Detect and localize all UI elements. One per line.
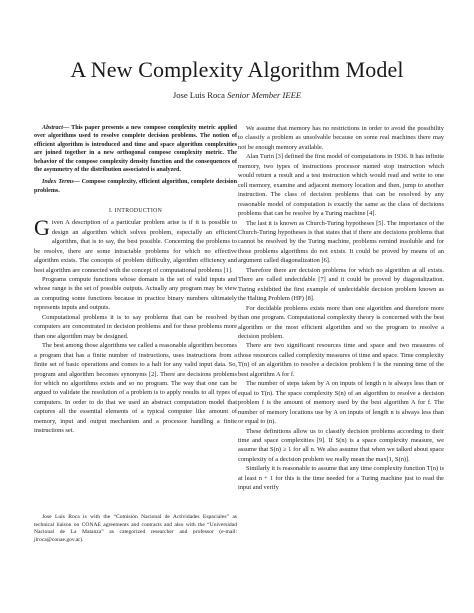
index-terms-text: — Compose complexity, efficient algorithm, complete decision problems. [34,179,237,194]
abstract-lead: Abstract [42,125,63,131]
drop-cap: G [34,215,50,241]
left-column [34,124,237,436]
intro-paragraph-2: Programs compute functions whose domain is the set of valid inputs and whose range is the set of possible outputs. Actually any program may be view as computing some functions because in practice binary numbers ultimately represents inputs and outputs. [34,275,237,312]
right-paragraph-7: The number of steps taken by A on inputs of length n is always less than or equal to T(n). The space complexity S(n) of an algorithm to resolve a decision problem f is the amount of memory used by the best algorithm A for f. The number of memory locations use by A on inputs of length n is always less than or equal to (n). [238,380,444,426]
intro-paragraph-3: Computational problems it is to say problems that can be resolved by computers are concentrated in decision problems and for these problems more than one algorithm may be designed. [34,313,237,340]
intro-paragraph-4: The best among those algorithms we called a reasonable algorithm becomes a program that has a finite number of instructions, uses instructions from a finite set of basic operations and comes to a halt for any valid input data. So, program and algorithm becomes synonyms [2]. There are decisions problems for which no algorithms exists and so no program. The way that one can be argued to validate the resolution of a problem is to apply results to all types of computers. In order to do that we used an abstract computation model that captures all the essential elements of a typical computer like amount of memory, input and output mechanism and a processor handling a finite instructions set. [34,342,237,435]
right-paragraph-8: These definitions allow us to classify decision problems according to their time and space complexities [9]. If S(n) is a space complexity measure, we assume that S(n) ≥ 1 for all n. We also assume that when we talked about space complexity of a decision problem we really mean the max[1, S(n)]. [238,427,444,463]
footnote-text: Jose Luis Roca is with the “Comisión Nacional de Actividades Espaciales” as technical liaison on CONAE agreements and contracts and also with the “Universidad Nacional de La Matanza” as categorized researcher and professor (e-mail: jlroca@conae.gov.ar). [34,514,237,543]
author-role: Senior Member IEEE [227,90,302,100]
abstract-text: — This paper presents a new compose complexity metric applied over algorithms used to resolve complete decision problems. The notion of efficient algorithm is introduced and time and space algorithm complexities are joined together in a new orthogonal compose complexity metric. The behavior of the compose complexity density function and the consequences of the asymmetry of the distribution associated is analyzed. [34,125,237,174]
right-paragraph-1: We assume that memory has no restrictions in order to avoid the possibility to classify a problem as unsolvable because on some real machines there may not be enough memory available. [238,125,444,151]
author-line [0,90,474,100]
right-paragraph-2: Alan Turin [3] defined the first model of computations in 1936. It has infinite memory, two types of instructions processor named stop instruction which would return a result and a test instruction which would read and write to one cell memory, examine and adjacent memory location and then, jump to another instruction. The class of decision problems that can be resolved by any reasonable model of computation is exactly the same as the class of decisions problems that can be resolve by a Turing machine [4]. [238,153,444,218]
section-heading-introduction: I. INTRODUCTION [108,208,163,215]
right-paragraph-4: Therefore there are decision problems for which no algorithm at all exists. There are called undecidable [7] and it could be proved by diagonalization. Turing exhibited the first example of undecidable decision problem known as the Halting Problem (HP) [8]. [238,266,444,303]
right-paragraph-6: There are two significant resources time and space and two measures of those resources called complexity measures of time and space. Time complexity T(n) of an algorithm to resolve a decision problem f is the running time of the best algorithm A for f. [238,342,444,378]
author-name: Jose Luis Roca [172,90,225,100]
footnote [34,514,237,544]
paper-title: A New Complexity Algorithm Model [70,57,404,82]
index-terms [34,178,237,195]
right-paragraph-9: Similarly it is reasonable to assume that any time complexity function T(n) is at least n + 1 for this is the time needed for a Turing machine just to read the input and verify [238,465,444,492]
intro-paragraph-1-text: iven A description of a particular problem arise is if it is possible to design an algorithm which solves problem, especially an efficient algorithm, that is to say, the best possible. Concerning the problems to be resolve, there are some intractable problems for which no effective algorithm exists. The concepts of problem difficulty, algorithm efficiency and best algorithm are connected with the concept of computational problems [1]. [34,219,237,274]
index-terms-lead: Index Terms [42,179,74,186]
right-paragraph-5: For decidable problems exists more than one algorithm and therefore more than one program. Computational complexity theory is concerned with the best algorithm or the most efficient algorithm and so the program to resolve a decision problem. [238,304,444,340]
abstract [34,124,237,174]
right-paragraph-3: The last it is known as Church-Turing hypotheses [5]. The importance of the Church-Turing hypotheses is that states that if there are decisions problems that cannot be resolved by the Turing machine, problems remind insoluble and for those problems algorithms do not exists. It could be proved by means of an argument called diagonalization [6]. [238,219,444,265]
right-column [238,124,444,493]
intro-paragraph-1 [34,215,237,275]
